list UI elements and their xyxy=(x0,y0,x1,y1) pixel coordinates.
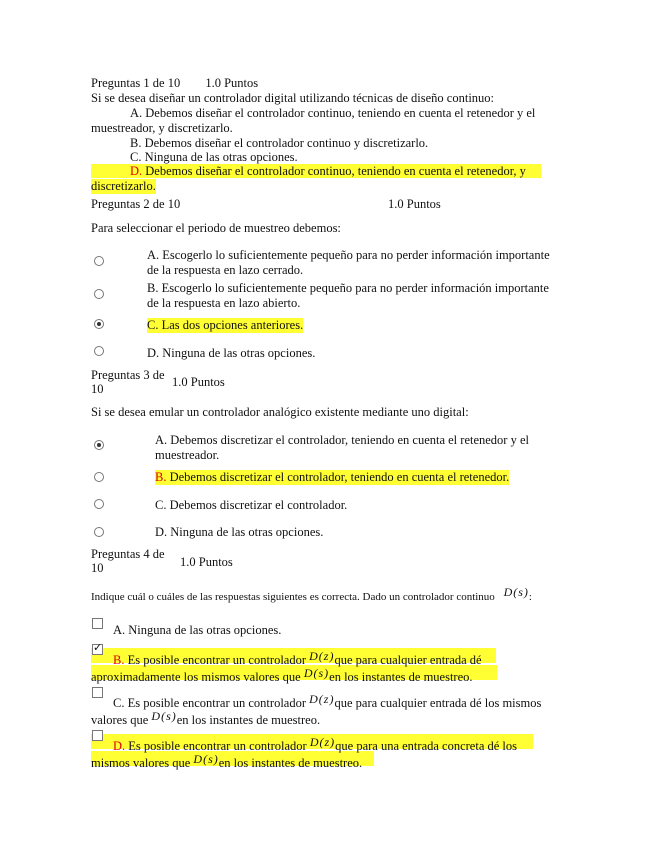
q4-option-b-math1: D(z) xyxy=(309,649,335,663)
q4-option-b-letter: B. xyxy=(113,653,125,667)
q1-header xyxy=(91,76,258,91)
q3-prompt: Si se desea emular un controlador analógico existente mediante uno digital: xyxy=(91,405,469,419)
q2-option-a-line1[interactable]: A. Escogerlo lo suficientemente pequeño para no perder información importante xyxy=(147,248,550,262)
q2-option-c[interactable]: C. Las dos opciones anteriores. xyxy=(147,318,304,332)
q4-option-c-text1: C. Es posible encontrar un controlador xyxy=(113,696,307,710)
q4-checkbox-c[interactable] xyxy=(92,687,103,698)
q4-checkbox-b[interactable] xyxy=(92,644,103,655)
q4-option-b-line2[interactable] xyxy=(91,666,473,685)
q4-option-c-text3: valores que xyxy=(91,713,149,727)
q4-option-b-text2: que para cualquier entrada dé xyxy=(334,653,482,667)
q4-option-d-text1: Es posible encontrar un controlador xyxy=(125,739,307,753)
q1-option-d-letter: D. xyxy=(130,164,143,178)
q1-option-d-line2[interactable]: discretizarlo. xyxy=(91,179,156,193)
q2-points: 1.0 Puntos xyxy=(388,197,441,211)
q3-radio-d[interactable] xyxy=(94,527,104,537)
q1-option-c[interactable]: C. Ninguna de las otras opciones. xyxy=(130,150,298,164)
q4-prompt xyxy=(91,585,532,603)
q3-number-line1: Preguntas 3 de xyxy=(91,368,165,382)
q1-points: 1.0 Puntos xyxy=(205,76,259,90)
q3-option-b-text: Debemos discretizar el controlador, teniendo en cuenta el retenedor. xyxy=(166,470,510,484)
q4-checkbox-d[interactable] xyxy=(92,730,103,741)
q1-number: Preguntas 1 de 10 xyxy=(91,76,181,90)
q3-option-c[interactable]: C. Debemos discretizar el controlador. xyxy=(155,498,348,512)
q4-checkbox-a[interactable] xyxy=(92,618,103,629)
q2-radio-c[interactable] xyxy=(94,319,104,329)
q4-option-d-text3: mismos valores que xyxy=(91,756,191,770)
q2-radio-d[interactable] xyxy=(94,346,104,356)
q1-option-a-line1[interactable]: A. Debemos diseñar el controlador continuo, teniendo en cuenta el retenedor y el xyxy=(130,106,536,120)
q4-option-d-text4: en los instantes de muestreo. xyxy=(218,756,363,770)
q3-radio-b[interactable] xyxy=(94,472,104,482)
q3-option-a-line1[interactable]: A. Debemos discretizar el controlador, teniendo en cuenta el retenedor y el xyxy=(155,433,529,447)
q4-number-line2: 10 xyxy=(91,561,104,575)
q2-number: Preguntas 2 de 10 xyxy=(91,197,181,211)
q2-option-d[interactable]: D. Ninguna de las otras opciones. xyxy=(147,346,316,360)
q4-option-c-math2: D(s) xyxy=(151,709,177,723)
q4-option-d-line2[interactable] xyxy=(91,752,362,771)
q2-option-b-line1[interactable]: B. Escogerlo lo suficientemente pequeño para no perder información importante xyxy=(147,281,549,295)
q3-option-a-line2[interactable]: muestreador. xyxy=(155,448,220,462)
q3-option-b-letter: B. xyxy=(155,470,167,484)
q4-option-c-math1: D(z) xyxy=(309,692,335,706)
q3-option-b[interactable] xyxy=(155,470,509,485)
q4-option-b-text4: en los instantes de muestreo. xyxy=(329,670,473,684)
q4-points: 1.0 Puntos xyxy=(180,555,233,569)
q1-prompt: Si se desea diseñar un controlador digital utilizando técnicas de diseño continuo: xyxy=(91,91,495,105)
q1-option-b[interactable]: B. Debemos diseñar el controlador continuo y discretizarlo. xyxy=(130,136,429,150)
q4-prompt-end: : xyxy=(528,591,532,603)
q3-radio-a[interactable] xyxy=(94,440,104,450)
q4-number-line1: Preguntas 4 de xyxy=(91,547,165,561)
q4-prompt-text: Indique cuál o cuáles de las respuestas siguientes es correcta. Dado un controlador continuo xyxy=(91,591,495,603)
q4-option-c-line2[interactable] xyxy=(91,709,320,728)
q3-number-line2: 10 xyxy=(91,382,104,396)
q4-option-b-text1: Es posible encontrar un controlador xyxy=(124,653,307,667)
q3-option-d[interactable]: D. Ninguna de las otras opciones. xyxy=(155,525,324,539)
q4-option-d-math2: D(s) xyxy=(193,752,219,766)
q3-points: 1.0 Puntos xyxy=(172,375,225,389)
q4-option-c-text2: que para cualquier entrada dé los mismos xyxy=(334,696,542,710)
q2-option-b-line2[interactable]: de la respuesta en lazo abierto. xyxy=(147,296,301,310)
q4-option-a[interactable]: A. Ninguna de las otras opciones. xyxy=(113,623,282,637)
q2-radio-a[interactable] xyxy=(94,256,104,266)
q2-radio-b[interactable] xyxy=(94,289,104,299)
q2-option-a-line2[interactable]: de la respuesta en lazo cerrado. xyxy=(147,263,304,277)
q1-option-d-text: Debemos diseñar el controlador continuo, teniendo en cuenta el retenedor, y xyxy=(142,164,526,178)
q4-option-d-letter: D. xyxy=(113,739,126,753)
q3-radio-c[interactable] xyxy=(94,499,104,509)
q4-prompt-math: D(s) xyxy=(503,585,529,599)
q4-option-d-text2: que para una entrada concreta dé los xyxy=(335,739,518,753)
q2-prompt: Para seleccionar el periodo de muestreo debemos: xyxy=(91,221,341,235)
q4-option-d-math1: D(z) xyxy=(309,735,336,749)
q4-option-b-text3: aproximadamente los mismos valores que xyxy=(91,670,301,684)
q1-option-d-line1[interactable] xyxy=(130,164,526,179)
q1-option-a-line2[interactable]: muestreador, y discretizarlo. xyxy=(91,121,233,135)
q4-option-c-text4: en los instantes de muestreo. xyxy=(176,713,321,727)
q4-option-b-math2: D(s) xyxy=(303,666,330,680)
